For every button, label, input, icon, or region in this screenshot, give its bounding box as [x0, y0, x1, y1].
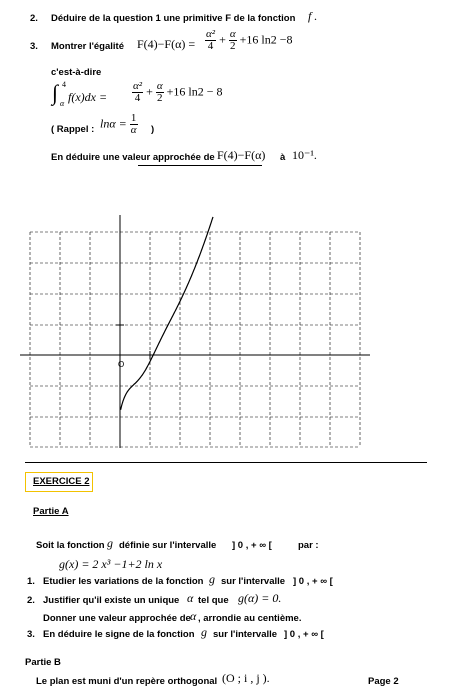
deduire-a: à: [280, 152, 286, 163]
partA-q3-text: En déduire le signe de la fonction: [43, 629, 195, 640]
int-frac1-den: 4: [134, 92, 141, 104]
partA-q3-g: g: [201, 625, 207, 639]
partA-q2-tel: tel que: [198, 595, 229, 606]
q3-cad: c'est-à-dire: [51, 67, 102, 78]
partA-q2-text3: , arrondie au centième.: [198, 613, 302, 624]
integral-upper: 4: [62, 80, 66, 89]
int-frac2-num: α: [156, 80, 163, 92]
g-definition: g(x) = 2 x³ −1+2 ln x: [59, 557, 163, 571]
partA-intro2: définie sur l'intervalle: [119, 540, 217, 551]
q2-text: Déduire de la question 1 une primitive F de la fonction: [51, 13, 296, 24]
partA-q1-interval: ] 0 , + ∞ [: [293, 576, 333, 587]
rappel-label: ( Rappel :: [51, 124, 95, 135]
grid: [30, 232, 360, 447]
q3-frac1-num: α²: [206, 28, 216, 40]
q2-dot: .: [314, 9, 317, 23]
partB-title: Partie B: [25, 657, 61, 668]
int-rest: +16 ln2 − 8: [166, 84, 223, 99]
q3-text: Montrer l'égalité: [51, 41, 124, 52]
q3-frac1-den: 4: [207, 40, 214, 52]
partA-q2-text: Justifier qu'il existe un unique: [43, 595, 180, 606]
partA-q1-g: g: [209, 572, 215, 586]
q3-plus: +: [219, 32, 226, 47]
partA-q2-num: 2.: [27, 595, 35, 606]
integral-rhs: [132, 81, 223, 104]
q3-rest: +16 ln2 −8: [239, 32, 293, 47]
partA-interval: ] 0 , + ∞ [: [232, 540, 272, 551]
partA-q3-text2: sur l'intervalle: [213, 629, 278, 640]
integral-sign: ∫: [52, 80, 59, 105]
partA-q3-num: 3.: [27, 629, 35, 640]
partA-q2-alpha2: α: [190, 609, 197, 623]
q3-lhs: F(4)−F(α) =: [137, 37, 196, 51]
origin-label: O: [118, 360, 125, 369]
integral-lower: α: [60, 99, 65, 108]
partA-par: par :: [298, 540, 319, 551]
q3-number: 3.: [30, 41, 38, 52]
int-frac2-den: 2: [157, 92, 163, 104]
partA-intro: Soit la fonction: [36, 540, 105, 551]
partA-q2-alpha: α: [187, 591, 194, 605]
page-number: Page 2: [368, 676, 399, 687]
partA-q2-text2: Donner une valeur approchée de: [43, 613, 191, 624]
section-separator: [25, 462, 427, 463]
q3-frac2-den: 2: [230, 40, 236, 52]
partB-repere: (O ; i , j ).: [222, 671, 270, 685]
rappel-close: ): [151, 124, 155, 135]
curve-f: [121, 217, 213, 410]
integral-body: f(x)dx =: [68, 90, 108, 104]
q3-frac2-num: α: [229, 28, 236, 40]
partA-q1-text: Etudier les variations de la fonction: [43, 576, 204, 587]
deduire-text: En déduire une valeur approchée de: [51, 152, 215, 163]
partA-q1-num: 1.: [27, 576, 35, 587]
deduire-pow: 10⁻¹.: [292, 148, 317, 162]
deduire-expr: F(4)−F(α): [217, 148, 266, 162]
q2-f: f: [308, 9, 312, 23]
int-plus: +: [146, 84, 153, 99]
partB-text: Le plan est muni d'un repère orthogonal: [36, 676, 218, 687]
rappel-num: 1: [130, 112, 137, 124]
function-graph: [0, 200, 457, 455]
partA-q1-text2: sur l'intervalle: [221, 576, 286, 587]
exercice-title: EXERCICE 2: [33, 476, 90, 487]
partA-intro-g: g: [107, 536, 113, 550]
int-frac1-num: α²: [133, 80, 143, 92]
rappel-den: α: [130, 124, 137, 136]
partA-q3-interval: ] 0 , + ∞ [: [284, 629, 324, 640]
q2-number: 2.: [30, 13, 38, 24]
q3-frac1: [205, 29, 293, 52]
deduire-underline: [138, 165, 262, 166]
rappel-ln: lnα =: [100, 116, 127, 131]
rappel-formula: [100, 113, 138, 136]
partA-title: Partie A: [33, 506, 69, 517]
partA-q2-geq: g(α) = 0.: [238, 591, 282, 605]
